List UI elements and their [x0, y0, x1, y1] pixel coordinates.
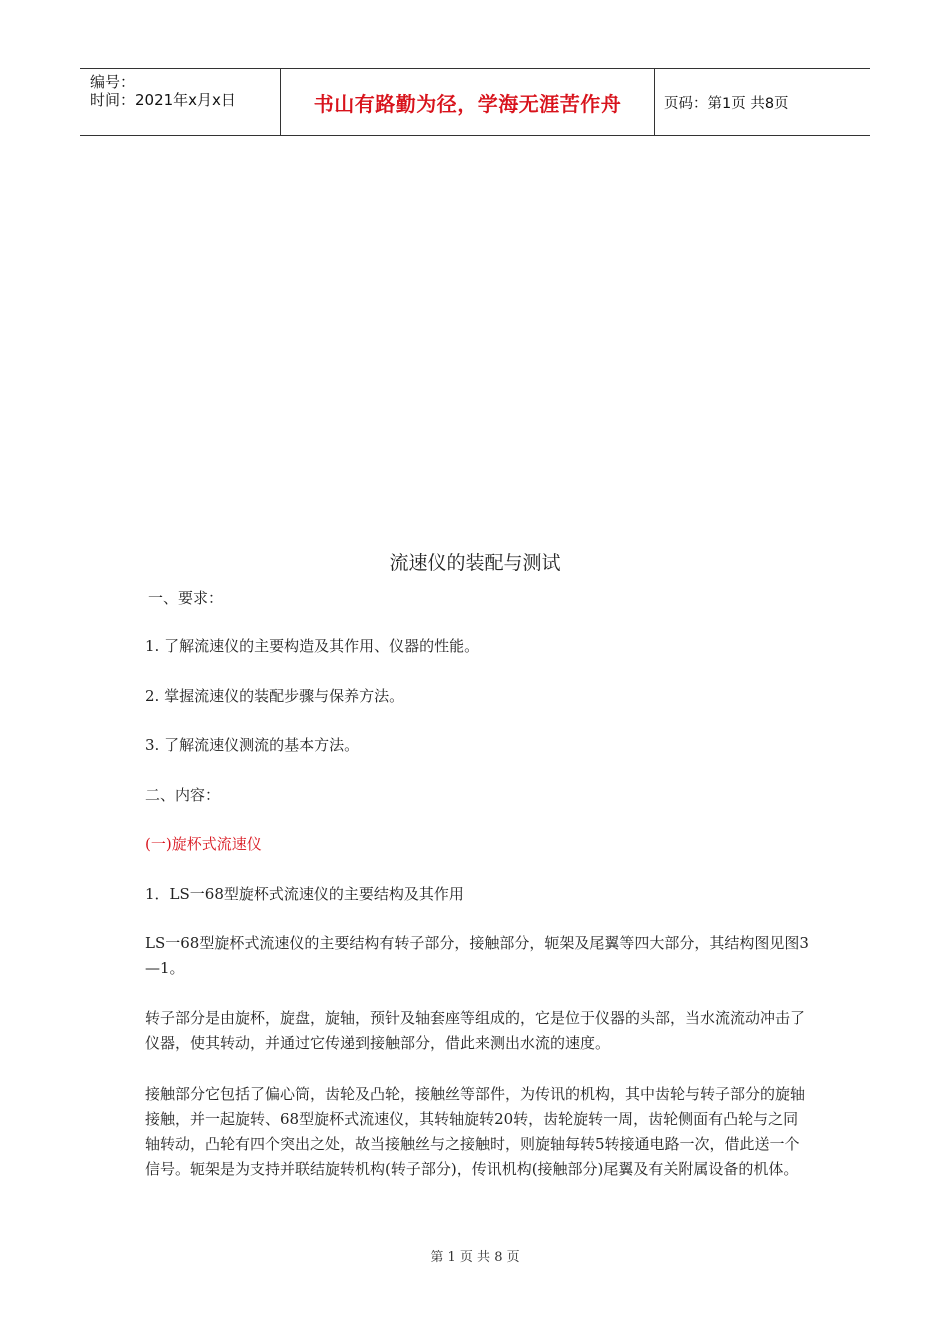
- item-1-heading: 1．LS一68型旋杯式流速仪的主要结构及其作用: [145, 885, 464, 903]
- page-info: 页码：第1页 共8页: [664, 95, 789, 112]
- paragraph-contact: 接触部分它包括了偏心筒，齿轮及凸轮，接触丝等部件，为传讯的机构，其中齿轮与转子部分的旋轴接触，并一起旋转、68型旋杯式流速仪，其转轴旋转20转，齿轮旋转一周，齿轮侧面有凸轮与之同轴转动，凸轮有四个突出之处，故当接触丝与之接触时，则旋轴每转5转接通电路一次，借此送一个信号。轭架是为支持并联结旋转机构(转子部分)，传讯机构(接触部分)尾翼及有关附属设备的机体。: [145, 1085, 806, 1178]
- header-table: [80, 68, 870, 136]
- requirement-2: 2. 掌握流速仪的装配步骤与保养方法。: [145, 687, 405, 705]
- document-title: 流速仪的装配与测试: [389, 552, 561, 574]
- page-footer: 第 1 页 共 8 页: [430, 1250, 520, 1265]
- motto-text: 书山有路勤为径，学海无涯苦作舟: [313, 91, 622, 116]
- subsection-rotary-cup-meter: (一)旋杯式流速仪: [145, 835, 262, 853]
- serial-label: 编号：: [90, 73, 136, 91]
- section-heading-requirements: 一、要求：: [148, 589, 224, 607]
- requirement-3: 3. 了解流速仪测流的基本方法。: [145, 736, 360, 754]
- header-motto-cell: [281, 69, 655, 135]
- header-meta-cell: [80, 69, 281, 135]
- section-heading-content: 二、内容：: [145, 786, 221, 804]
- requirement-1: 1. 了解流速仪的主要构造及其作用、仪器的性能。: [145, 637, 480, 655]
- time-label: 时间：2021年x月x日: [90, 91, 236, 109]
- header-page-cell: [655, 69, 870, 135]
- paragraph-rotor: 转子部分是由旋杯，旋盘，旋轴，预针及轴套座等组成的，它是位于仪器的头部，当水流流动冲击了仪器，使其转动，并通过它传递到接触部分，借此来测出水流的速度。: [145, 1009, 806, 1052]
- paragraph-structure: LS一68型旋杯式流速仪的主要结构有转子部分，接触部分，轭架及尾翼等四大部分，其结构图见图3—1。: [145, 934, 809, 977]
